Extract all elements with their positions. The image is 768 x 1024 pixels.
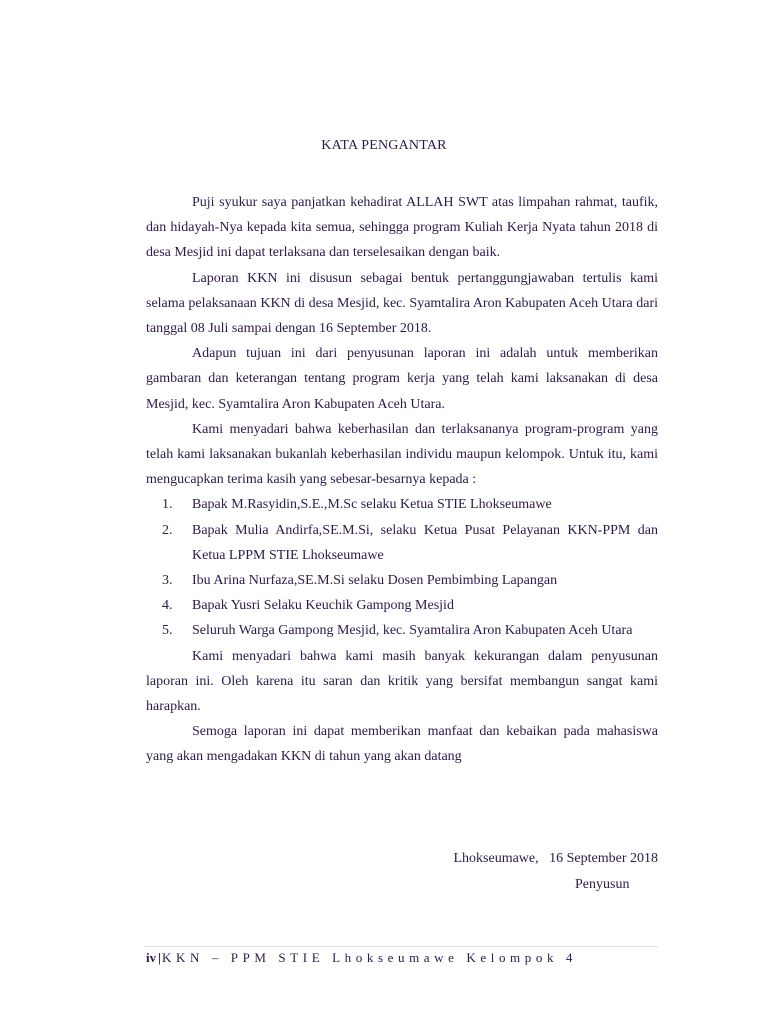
- body-text: [146, 190, 658, 770]
- paragraph-hope: Semoga laporan ini dapat memberikan manfaat dan kebaikan pada mahasiswa yang akan mengadakan KKN di tahun yang akan datang: [146, 724, 658, 765]
- paragraph-shortcomings: Kami menyadari bahwa kami masih banyak kekurangan dalam penyusunan laporan ini. Oleh karena itu saran dan kritik yang bersifat membangun sangat kami harapkan.: [146, 648, 658, 715]
- list-text: Ibu Arina Nurfaza,SE.M.Si selaku Dosen Pembimbing Lapangan: [192, 573, 558, 589]
- list-text: Bapak Mulia Andirfa,SE.M.Si, selaku Ketua Pusat Pelayanan KKN-PPM dan Ketua LPPM STIE Lhokseumawe: [192, 522, 658, 563]
- footer-separator: |: [158, 950, 161, 965]
- paragraph-thanks-intro: Kami menyadari bahwa keberhasilan dan terlaksananya program-program yang telah kami laksanakan bukanlah keberhasilan individu maupun kelompok. Untuk itu, kami mengucapkan terima kasih yang sebesar-besarnya kepada :: [146, 421, 658, 488]
- signer-label: Penyusun: [575, 877, 630, 892]
- list-number: 1.: [162, 497, 173, 513]
- thanks-list: [146, 492, 658, 643]
- closing-block: [146, 846, 658, 898]
- list-text: Bapak Yusri Selaku Keuchik Gampong Mesjid: [192, 598, 454, 614]
- list-item: [146, 518, 658, 568]
- list-item: [146, 568, 658, 593]
- list-item: [146, 618, 658, 643]
- list-item: [146, 492, 658, 517]
- place-date: Lhokseumawe, 16 September 2018: [453, 851, 658, 866]
- paragraph-report-purpose: Laporan KKN ini disusun sebagai bentuk pertanggungjawaban tertulis kami selama pelaksanaan KKN di desa Mesjid, kec. Syamtalira Aron Kabupaten Aceh Utara dari tanggal 08 Juli sampai dengan 16 September 2018.: [146, 270, 658, 337]
- footer-divider: [144, 946, 658, 947]
- page-number: iv: [146, 950, 157, 965]
- footer-text: KKN – PPM STIE Lhokseumawe Kelompok 4: [162, 950, 578, 965]
- list-item: [146, 593, 658, 618]
- paragraph-opening: Puji syukur saya panjatkan kehadirat ALLAH SWT atas limpahan rahmat, taufik, dan hidayah-Nya kepada kita semua, sehingga program Kuliah Kerja Nyata tahun 2018 di desa Mesjid ini dapat terlaksana dan terselesaikan dengan baik.: [146, 195, 658, 261]
- page-title: KATA PENGANTAR: [321, 138, 447, 153]
- list-number: 3.: [162, 573, 173, 589]
- paragraph-report-goal: Adapun tujuan ini dari penyusunan laporan ini adalah untuk memberikan gambaran dan keterangan tentang program kerja yang telah kami laksanakan di desa Mesjid, kec. Syamtalira Aron Kabupaten Aceh Utara.: [146, 346, 658, 412]
- list-text: Seluruh Warga Gampong Mesjid, kec. Syamtalira Aron Kabupaten Aceh Utara: [192, 623, 633, 639]
- list-number: 4.: [162, 598, 173, 614]
- list-number: 5.: [162, 623, 173, 639]
- list-number: 2.: [162, 522, 173, 538]
- page-footer: [146, 950, 686, 966]
- list-text: Bapak M.Rasyidin,S.E.,M.Sc selaku Ketua STIE Lhokseumawe: [192, 497, 552, 513]
